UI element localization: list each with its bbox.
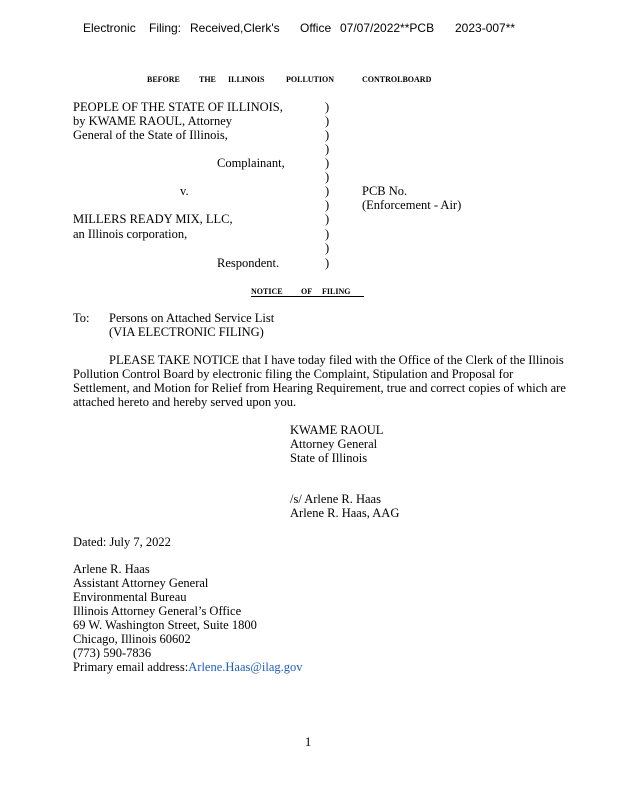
- contact-title: Assistant Attorney General: [73, 576, 209, 590]
- header-date: 07/07/2022**PCB: [340, 21, 435, 35]
- body-line-2: Pollution Control Board by electronic filing the Complaint, Stipulation and Proposal for: [73, 367, 514, 381]
- contact-phone: (773) 590-7836: [73, 646, 152, 660]
- body-line-3: Settlement, and Motion for Relief from Hearing Requirement, true and correct copies of which are: [73, 381, 566, 395]
- signature-signed: /s/ Arlene R. Haas: [290, 492, 381, 506]
- signature-state: State of Illinois: [290, 451, 368, 465]
- header-electronic: Electronic: [83, 21, 136, 35]
- body-line-1: PLEASE TAKE NOTICE that I have today filed with the Office of the Clerk of the Illinois: [109, 353, 564, 367]
- header-number: 2023-007**: [455, 21, 516, 35]
- to-label: To:: [73, 311, 90, 325]
- contact-name: Arlene R. Haas: [73, 562, 150, 576]
- signature-title: Attorney General: [290, 437, 378, 451]
- complainant-line-2: by KWAME RAOUL, Attorney: [73, 114, 233, 128]
- caption-paren: ): [325, 114, 330, 128]
- signature-signer: Arlene R. Haas, AAG: [290, 506, 400, 520]
- enforcement-type: (Enforcement - Air): [362, 198, 462, 212]
- title-illinois: ILLINOIS: [228, 75, 265, 84]
- title-controlboard: CONTROLBOARD: [362, 75, 432, 84]
- caption-paren: ): [325, 227, 330, 241]
- caption-paren: ): [325, 142, 330, 156]
- caption-paren: ): [325, 170, 330, 184]
- complainant-line-3: General of the State of Illinois,: [73, 128, 228, 142]
- respondent-line-2: an Illinois corporation,: [73, 227, 188, 241]
- contact-bureau: Environmental Bureau: [73, 590, 187, 604]
- contact-email-line: [73, 660, 303, 674]
- notice-title-filing: FILING: [322, 287, 351, 296]
- caption-paren: ): [325, 128, 330, 142]
- caption-paren: ): [325, 212, 330, 226]
- dated-line: Dated: July 7, 2022: [73, 535, 171, 549]
- caption-paren: ): [325, 241, 330, 255]
- caption-paren: ): [325, 184, 330, 198]
- to-line-2: (VIA ELECTRONIC FILING): [109, 325, 264, 339]
- title-the: THE: [199, 75, 216, 84]
- header-office: Office: [300, 21, 332, 35]
- contact-office: Illinois Attorney General’s Office: [73, 604, 242, 618]
- title-pollution: POLLUTION: [286, 75, 335, 84]
- title-before: BEFORE: [147, 75, 180, 84]
- caption-paren: ): [325, 256, 330, 270]
- notice-title-notice: NOTICE: [251, 287, 283, 296]
- page-number: 1: [305, 735, 312, 749]
- header-received: Received,Clerk's: [190, 21, 280, 35]
- to-line-1: Persons on Attached Service List: [109, 311, 275, 325]
- signature-name: KWAME RAOUL: [290, 423, 384, 437]
- pcb-number: PCB No.: [362, 184, 408, 198]
- header-filing: Filing:: [149, 21, 182, 35]
- caption-paren: ): [325, 100, 330, 114]
- complainant-line-1: PEOPLE OF THE STATE OF ILLINOIS,: [73, 100, 283, 114]
- complainant-label: Complainant,: [217, 156, 285, 170]
- versus: v.: [180, 184, 189, 198]
- contact-street: 69 W. Washington Street, Suite 1800: [73, 618, 257, 632]
- contact-city: Chicago, Illinois 60602: [73, 632, 191, 646]
- email-label: Primary email address:: [73, 660, 189, 674]
- caption-paren: ): [325, 198, 330, 212]
- body-line-4: attached hereto and hereby served upon you.: [73, 395, 297, 409]
- notice-title-of: OF: [301, 287, 313, 296]
- respondent-line-1: MILLERS READY MIX, LLC,: [73, 212, 233, 226]
- respondent-label: Respondent.: [217, 256, 280, 270]
- caption-paren: ): [325, 156, 330, 170]
- email-link[interactable]: Arlene.Haas@ilag.gov: [188, 660, 303, 674]
